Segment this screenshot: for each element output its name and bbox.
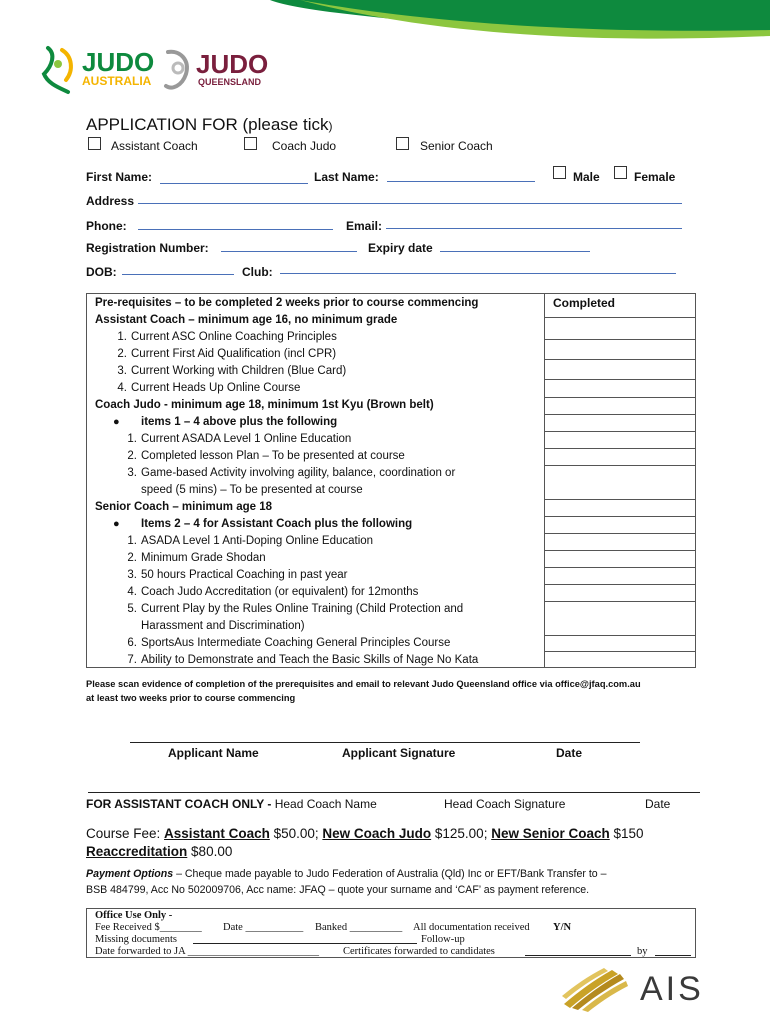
coach-item: Game-based Activity involving agility, balance, coordination or [141,467,456,479]
course-fee-prefix: Course Fee: [86,826,165,841]
coach-judo-fee: $125.00; [431,826,492,841]
prerequisites-header: Pre-requisites – to be completed 2 weeks prior to course commencing [95,297,479,309]
coach-bullet-text: items 1 – 4 above plus the following [141,416,338,428]
head-coach-date-label: Date [645,797,671,811]
assistant-coach-checkbox[interactable] [88,137,101,150]
form-title [86,115,332,135]
senior-item: Coach Judo Accreditation (or equivalent) for 12months [141,586,419,598]
assistant-item: Current Working with Children (Blue Card) [131,365,347,377]
completed-column [545,294,695,667]
judo-queensland-line2: QUEENSLAND [198,77,262,87]
coach-item: Current ASADA Level 1 Online Education [141,433,352,445]
missing-documents-label: Missing documents [95,934,177,945]
completed-cell[interactable] [545,534,695,551]
ais-emblem-icon [560,966,630,1012]
completed-cell[interactable] [545,636,695,652]
certificates-forwarded-label: Certificates forwarded to candidates [343,946,495,957]
completed-cell[interactable] [545,318,695,340]
head-coach-signature-label: Head Coach Signature [444,797,566,811]
registration-number-field[interactable] [221,251,357,252]
payment-options-label: Payment Options [86,868,174,880]
course-fee-line [86,826,644,841]
senior-item-num: 2. [127,552,137,564]
senior-item-num: 3. [127,569,137,581]
male-label: Male [573,170,600,184]
assistant-item: Current ASC Online Coaching Principles [131,331,337,343]
senior-item-num: 7. [127,654,137,666]
senior-coach-heading: Senior Coach – minimum age 18 [95,501,273,513]
completed-cell[interactable] [545,340,695,360]
payment-options-line1 [86,868,607,880]
coach-judo-heading: Coach Judo - minimum age 18, minimum 1st Kyu (Brown belt) [95,399,434,411]
office-date[interactable]: Date ___________ [223,922,304,933]
senior-coach-fee-label: New Senior Coach [491,826,610,841]
payment-options-text: – Cheque made payable to Judo Federation of Australia (Qld) Inc or EFT/Bank Transfer to – [173,868,607,880]
coach-judo-checkbox[interactable] [244,137,257,150]
form-title-paren: ) [328,119,333,133]
judo-australia-line2: AUSTRALIA [82,74,152,88]
assistant-item: Current First Aid Qualification (incl CPR) [131,348,337,360]
judo-queensland-line1: JUDO [196,49,269,79]
dob-label: DOB: [86,265,117,279]
email-field[interactable] [386,228,682,229]
senior-coach-option-label: Senior Coach [420,139,493,153]
senior-item: Minimum Grade Shodan [141,552,266,564]
completed-cell[interactable] [545,517,695,534]
reaccreditation-fee-label: Reaccreditation [86,844,188,859]
office-by-label: by [637,946,648,957]
completed-cell[interactable] [545,398,695,415]
dob-field[interactable] [122,274,234,275]
office-use-title: Office Use Only - [95,910,173,921]
payment-options-line2: BSB 484799, Acc No 502009706, Acc name: JFAQ – quote your surname and ‘CAF’ as payment reference. [86,884,590,896]
judo-queensland-logo [160,44,270,96]
completed-cell[interactable] [545,551,695,568]
office-use-box [86,908,696,958]
club-field[interactable] [280,273,676,274]
senior-item: Ability to Demonstrate and Teach the Basic Skills of Nage No Kata [141,654,479,666]
applicant-name-label: Applicant Name [168,746,259,760]
registration-number-label: Registration Number: [86,241,209,255]
completed-cell[interactable] [545,602,695,636]
email-label: Email: [346,219,383,233]
first-name-label: First Name: [86,170,153,184]
ais-text: AIS [640,970,704,1008]
phone-field[interactable] [138,229,333,230]
assistant-coach-heading: Assistant Coach – minimum age 16, no minimum grade [95,314,398,326]
completed-cell[interactable] [545,432,695,449]
judo-queensland-figure-icon [160,46,200,96]
last-name-label: Last Name: [314,170,379,184]
assistant-coach-fee: $50.00; [269,826,323,841]
expiry-date-field[interactable] [440,251,590,252]
senior-item: Current Play by the Rules Online Training (Child Protection and [141,603,464,615]
senior-item: ASADA Level 1 Anti-Doping Online Education [141,535,374,547]
judo-australia-line1: JUDO [82,47,155,77]
completed-cell[interactable] [545,500,695,517]
completed-cell[interactable] [545,568,695,585]
assistant-coach-only-row [86,797,377,811]
reaccreditation-fee-line [86,844,232,859]
follow-up-label: Follow-up [421,934,465,945]
ais-logo [560,966,716,1014]
office-banked[interactable]: Banked __________ [315,922,403,933]
completed-cell[interactable] [545,466,695,500]
completed-cell[interactable] [545,415,695,432]
head-coach-name-label: Head Coach Name [274,797,377,811]
prerequisites-column [87,294,545,667]
completed-cell[interactable] [545,585,695,602]
date-forwarded[interactable]: Date forwarded to JA _________________________ [95,946,319,957]
judo-figure-icon [38,44,82,96]
assistant-item-num: 2. [117,348,127,360]
phone-label: Phone: [86,219,127,233]
senior-item: SportsAus Intermediate Coaching General Principles Course [141,637,451,649]
senior-coach-checkbox[interactable] [396,137,409,150]
expiry-date-label: Expiry date [368,241,433,255]
assistant-coach-fee-label: Assistant Coach [164,826,270,841]
coach-judo-fee-label: New Coach Judo [322,826,432,841]
coach-item: Completed lesson Plan – To be presented at course [141,450,405,462]
evidence-notice-line1: Please scan evidence of completion of the prerequisites and email to relevant Judo Queensland office via office@jfaq.com.au [86,679,641,689]
bullet-icon: ● [113,416,120,428]
last-name-field[interactable] [387,181,535,182]
senior-item-num: 6. [127,637,137,649]
form-title-text: APPLICATION FOR (please tick [86,115,329,134]
first-name-field[interactable] [160,183,308,184]
applicant-signature-label: Applicant Signature [342,746,456,760]
female-label: Female [634,170,676,184]
senior-item-num: 1. [127,535,137,547]
all-docs-yn[interactable]: Y/N [553,922,572,933]
coach-judo-option-label: Coach Judo [272,139,337,153]
completed-cell[interactable] [545,449,695,466]
assistant-item-num: 1. [117,331,127,343]
bullet-icon: ● [113,518,120,530]
office-by-field[interactable] [655,955,691,956]
head-coach-signature-line[interactable] [88,792,700,793]
coach-item-num: 1. [127,433,137,445]
assistant-item: Current Heads Up Online Course [131,382,301,394]
assistant-coach-only-label: FOR ASSISTANT COACH ONLY - [86,797,272,811]
senior-item-num: 4. [127,586,137,598]
evidence-notice-line2: at least two weeks prior to course commencing [86,693,296,703]
completed-cell[interactable] [545,380,695,398]
reaccreditation-fee: $80.00 [187,844,233,859]
senior-bullet-text: Items 2 – 4 for Assistant Coach plus the following [141,518,413,530]
assistant-item-num: 4. [117,382,127,394]
senior-item-continued: Harassment and Discrimination) [141,620,305,632]
coach-item-continued: speed (5 mins) – To be presented at course [141,484,363,496]
assistant-item-num: 3. [117,365,127,377]
prerequisites-table [86,293,696,668]
senior-item: 50 hours Practical Coaching in past year [141,569,348,581]
assistant-coach-option-label: Assistant Coach [111,139,198,153]
address-field[interactable] [138,203,682,204]
missing-documents-field[interactable] [193,943,417,944]
judo-australia-logo [38,44,154,96]
fee-received[interactable]: Fee Received $________ [95,922,202,933]
senior-coach-fee: $150 [609,826,644,841]
coach-item-num: 3. [127,467,137,479]
senior-item-num: 5. [127,603,137,615]
club-label: Club: [242,265,273,279]
applicant-date-label: Date [556,746,583,760]
coach-item-num: 2. [127,450,137,462]
male-checkbox[interactable] [553,166,566,179]
address-label: Address [86,194,135,208]
completed-header: Completed [545,294,695,318]
completed-cell[interactable] [545,360,695,380]
all-docs-received: All documentation received [413,922,530,933]
certificates-forwarded-field[interactable] [525,955,631,956]
female-checkbox[interactable] [614,166,627,179]
applicant-signature-line[interactable] [130,742,640,743]
